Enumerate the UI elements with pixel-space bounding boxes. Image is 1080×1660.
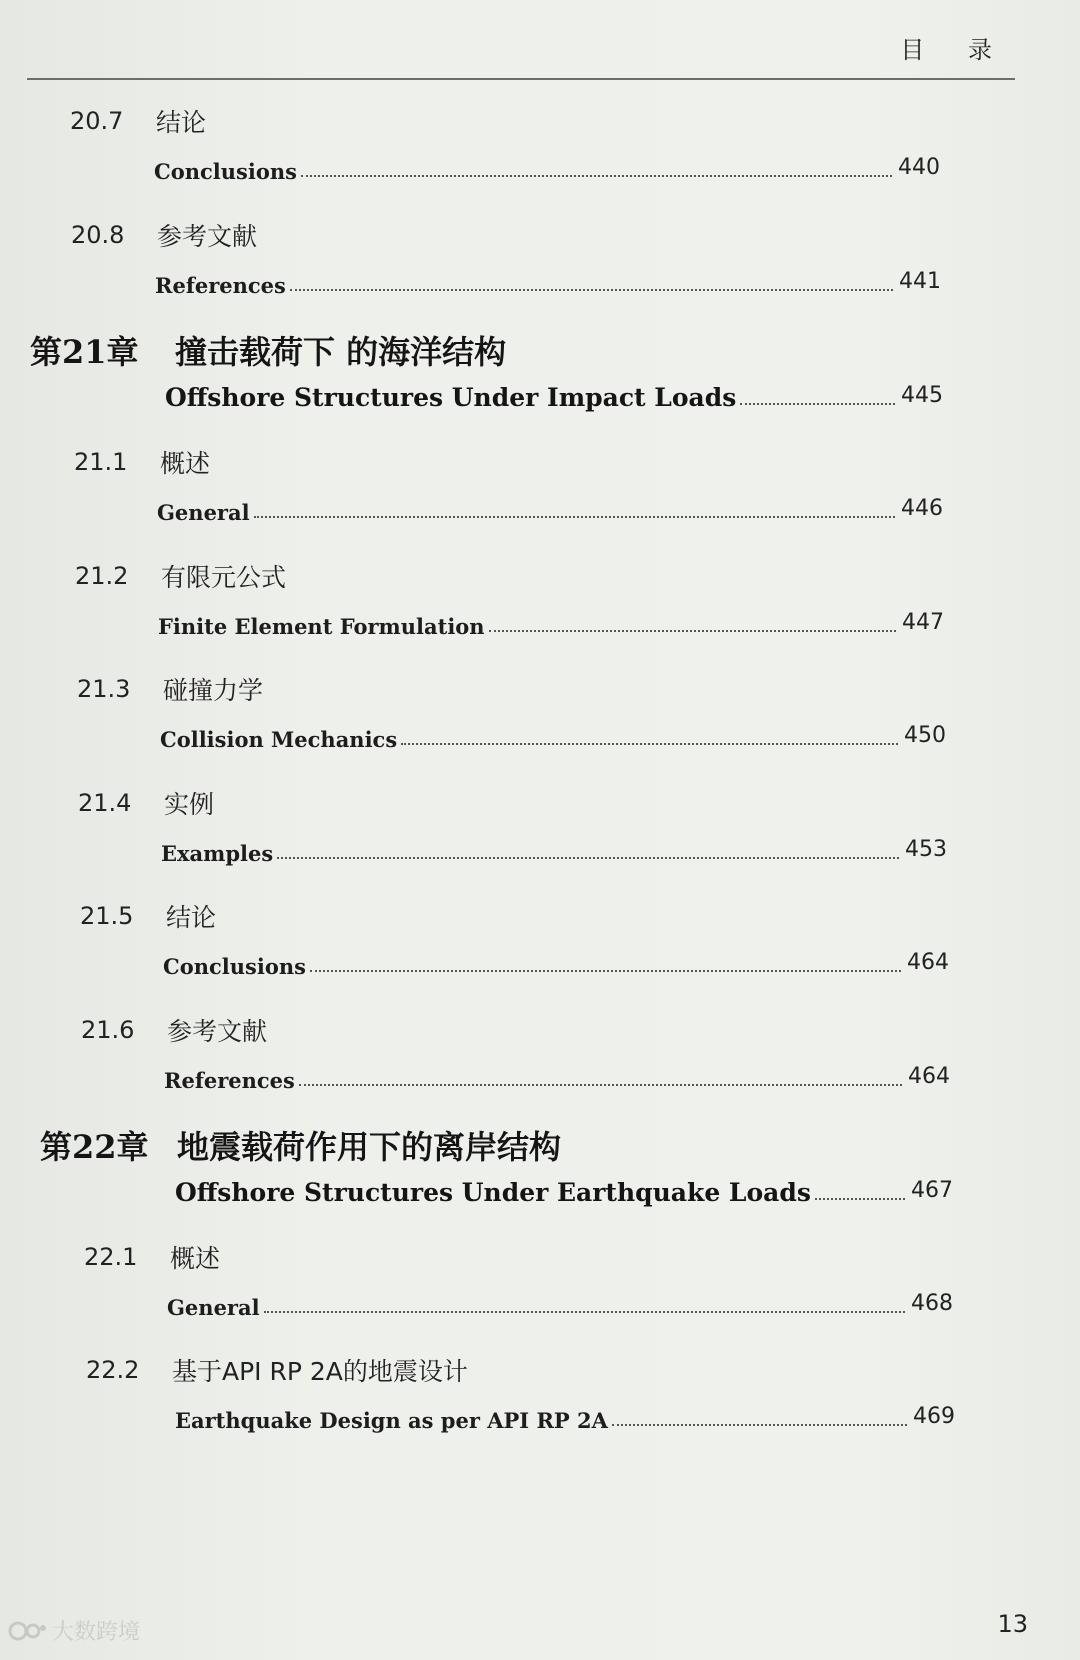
dot-leader bbox=[815, 1198, 905, 1200]
section-title-en: General bbox=[167, 1295, 260, 1320]
section-title-cn: 基于API RP 2A的地震设计 bbox=[172, 1357, 468, 1386]
dot-leader bbox=[301, 175, 892, 177]
chapter-number: 第21章 bbox=[30, 333, 139, 371]
page-ref: 440 bbox=[898, 155, 940, 180]
section-title-en: References bbox=[155, 273, 286, 298]
section-number: 21.6 bbox=[81, 1016, 135, 1044]
chapter-title-en: Offshore Structures Under Earthquake Loads bbox=[175, 1178, 811, 1207]
section-number: 21.5 bbox=[80, 902, 134, 930]
section-number: 21.2 bbox=[75, 562, 129, 590]
section-number: 20.7 bbox=[70, 107, 124, 135]
dot-leader bbox=[277, 857, 899, 859]
section-title-en: Collision Mechanics bbox=[160, 727, 398, 752]
page-ref: 464 bbox=[908, 1064, 950, 1089]
section-title-cn: 概述 bbox=[170, 1244, 221, 1273]
section-title-cn: 参考文献 bbox=[167, 1017, 268, 1046]
section-number: 22.1 bbox=[84, 1243, 138, 1271]
page-ref: 447 bbox=[902, 610, 944, 635]
page-ref: 464 bbox=[907, 950, 949, 975]
chapter-number: 第22章 bbox=[40, 1128, 149, 1166]
section-title-cn: 碰撞力学 bbox=[163, 676, 264, 705]
section-number: 21.1 bbox=[74, 448, 128, 476]
section-title-en: Conclusions bbox=[163, 954, 306, 979]
section-title-cn: 实例 bbox=[164, 790, 215, 819]
section-title-en: Examples bbox=[161, 841, 274, 866]
dot-leader bbox=[489, 630, 896, 632]
page-ref: 446 bbox=[901, 496, 943, 521]
page-ref: 467 bbox=[911, 1178, 953, 1203]
header-rule bbox=[27, 78, 1015, 80]
watermark-logo-icon bbox=[8, 1619, 48, 1643]
dot-leader bbox=[401, 743, 898, 745]
section-number: 20.8 bbox=[71, 221, 125, 249]
section-title-cn: 概述 bbox=[160, 449, 211, 478]
watermark-text: 大数跨境 bbox=[52, 1620, 141, 1645]
section-title-en: Earthquake Design as per API RP 2A bbox=[175, 1408, 608, 1433]
section-title-cn: 结论 bbox=[166, 903, 217, 932]
section-number: 22.2 bbox=[86, 1356, 140, 1384]
section-title-en: Finite Element Formulation bbox=[158, 614, 485, 639]
section-title-en: Conclusions bbox=[154, 159, 297, 184]
dot-leader bbox=[254, 516, 895, 518]
page-number: 13 bbox=[997, 1610, 1028, 1638]
section-number: 21.3 bbox=[77, 675, 131, 703]
page-ref: 445 bbox=[901, 383, 943, 408]
section-title-en: General bbox=[157, 500, 250, 525]
section-title-cn: 参考文献 bbox=[157, 222, 258, 251]
page-ref: 441 bbox=[899, 269, 941, 294]
page-ref: 450 bbox=[904, 723, 946, 748]
section-title-en: References bbox=[164, 1068, 295, 1093]
chapter-title-cn: 地震载荷作用下的离岸结构 bbox=[177, 1128, 562, 1166]
section-number: 21.4 bbox=[78, 789, 132, 817]
dot-leader bbox=[310, 970, 901, 972]
section-title-cn: 结论 bbox=[156, 108, 207, 137]
page-ref: 453 bbox=[905, 837, 947, 862]
dot-leader bbox=[740, 403, 895, 405]
dot-leader bbox=[264, 1311, 905, 1313]
page-ref: 469 bbox=[913, 1404, 955, 1429]
dot-leader bbox=[299, 1084, 902, 1086]
running-header: 目 录 bbox=[900, 36, 1010, 64]
section-title-cn: 有限元公式 bbox=[161, 563, 287, 592]
dot-leader bbox=[290, 289, 893, 291]
dot-leader bbox=[612, 1424, 907, 1426]
page-ref: 468 bbox=[911, 1291, 953, 1316]
chapter-title-en: Offshore Structures Under Impact Loads bbox=[165, 383, 737, 412]
chapter-title-cn: 撞击载荷下 的海洋结构 bbox=[175, 333, 507, 371]
watermark bbox=[8, 1615, 140, 1646]
